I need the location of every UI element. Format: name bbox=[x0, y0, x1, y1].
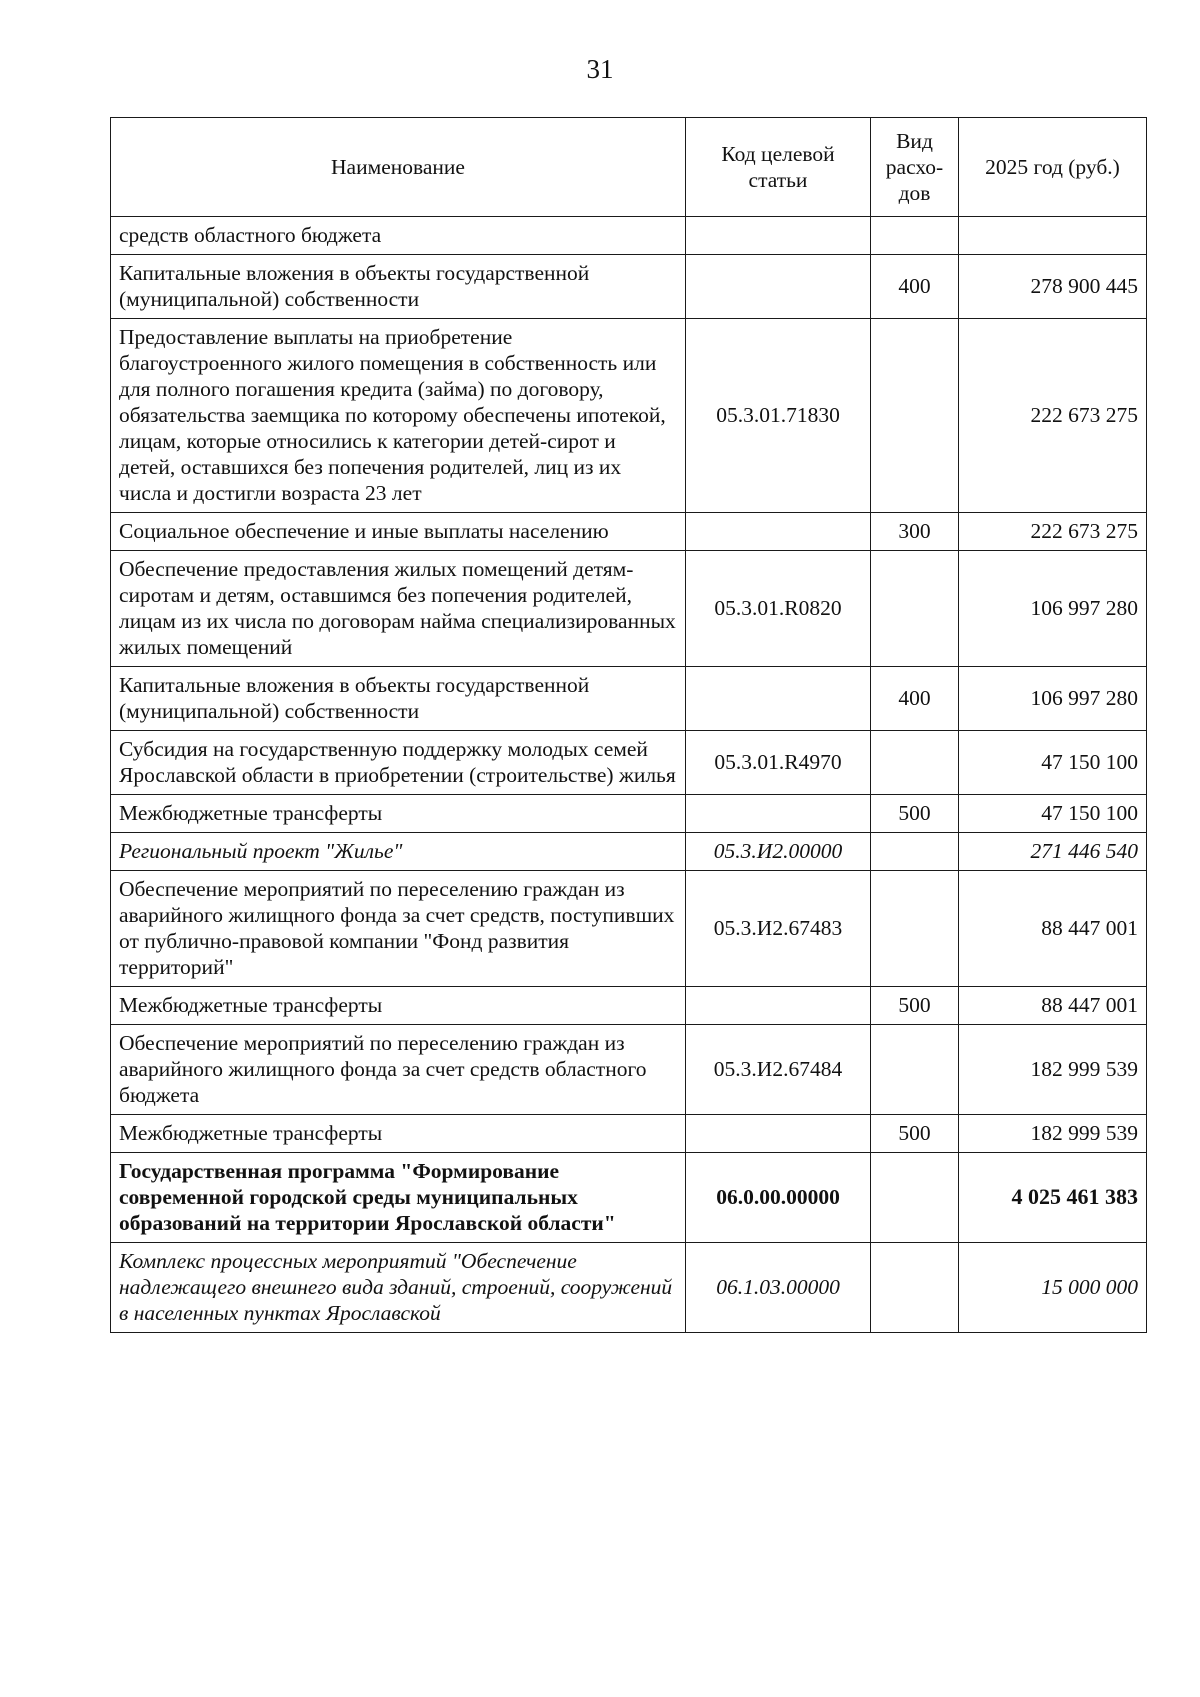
cell-type: 500 bbox=[871, 1115, 959, 1153]
cell-name: Комплекс процессных мероприятий "Обеспечение надлежащего внешнего вида зданий, строений, сооружений в населенных пунктах Ярославской bbox=[111, 1243, 686, 1333]
cell-name: Обеспечение мероприятий по переселению граждан из аварийного жилищного фонда за счет средств, поступивших от публично-правовой компании "Фонд развития территорий" bbox=[111, 871, 686, 987]
header-type: Вид расхо-дов bbox=[871, 118, 959, 217]
cell-type: 500 bbox=[871, 987, 959, 1025]
cell-name: Обеспечение мероприятий по переселению граждан из аварийного жилищного фонда за счет средств областного бюджета bbox=[111, 1025, 686, 1115]
table-row bbox=[111, 871, 1147, 987]
cell-name: Обеспечение предоставления жилых помещений детям-сиротам и детям, оставшимся без попечения родителей, лицам из их числа по договорам найма специализированных жилых помещений bbox=[111, 551, 686, 667]
table-row bbox=[111, 795, 1147, 833]
cell-name: Государственная программа "Формирование современной городской среды муниципальных образований на территории Ярославской области" bbox=[111, 1153, 686, 1243]
cell-code: 05.3.И2.67484 bbox=[686, 1025, 871, 1115]
cell-type: 400 bbox=[871, 255, 959, 319]
cell-type bbox=[871, 1243, 959, 1333]
cell-name: Межбюджетные трансферты bbox=[111, 795, 686, 833]
cell-code: 05.3.И2.00000 bbox=[686, 833, 871, 871]
cell-code bbox=[686, 217, 871, 255]
cell-type bbox=[871, 551, 959, 667]
cell-sum: 271 446 540 bbox=[959, 833, 1147, 871]
cell-type bbox=[871, 731, 959, 795]
cell-code bbox=[686, 667, 871, 731]
cell-code bbox=[686, 255, 871, 319]
cell-sum: 47 150 100 bbox=[959, 795, 1147, 833]
table-header-row bbox=[111, 118, 1147, 217]
cell-type bbox=[871, 217, 959, 255]
cell-code bbox=[686, 513, 871, 551]
cell-type bbox=[871, 833, 959, 871]
cell-type bbox=[871, 1025, 959, 1115]
cell-sum bbox=[959, 217, 1147, 255]
cell-type bbox=[871, 319, 959, 513]
header-code: Код целевой статьи bbox=[686, 118, 871, 217]
table-row bbox=[111, 319, 1147, 513]
table-row bbox=[111, 255, 1147, 319]
cell-type bbox=[871, 871, 959, 987]
cell-sum: 222 673 275 bbox=[959, 513, 1147, 551]
cell-code bbox=[686, 795, 871, 833]
cell-code: 05.3.01.R0820 bbox=[686, 551, 871, 667]
cell-type: 400 bbox=[871, 667, 959, 731]
cell-sum: 47 150 100 bbox=[959, 731, 1147, 795]
cell-sum: 4 025 461 383 bbox=[959, 1153, 1147, 1243]
cell-type bbox=[871, 1153, 959, 1243]
cell-sum: 88 447 001 bbox=[959, 987, 1147, 1025]
cell-name: Капитальные вложения в объекты государственной (муниципальной) собственности bbox=[111, 255, 686, 319]
cell-name: средств областного бюджета bbox=[111, 217, 686, 255]
cell-code bbox=[686, 1115, 871, 1153]
cell-name: Межбюджетные трансферты bbox=[111, 1115, 686, 1153]
budget-table bbox=[110, 117, 1147, 1333]
cell-sum: 88 447 001 bbox=[959, 871, 1147, 987]
table-row bbox=[111, 833, 1147, 871]
cell-name: Предоставление выплаты на приобретение благоустроенного жилого помещения в собственность или для полного погашения кредита (займа) по договору, обязательства заемщика по которому обеспечены ипотекой, лицам, которые относились к категории детей-сирот и детей, оставшихся без попечения родителей, лиц из их числа и достигли возраста 23 лет bbox=[111, 319, 686, 513]
cell-code: 05.3.И2.67483 bbox=[686, 871, 871, 987]
cell-type: 500 bbox=[871, 795, 959, 833]
cell-sum: 182 999 539 bbox=[959, 1115, 1147, 1153]
table-row bbox=[111, 1243, 1147, 1333]
cell-name: Субсидия на государственную поддержку молодых семей Ярославской области в приобретении (строительстве) жилья bbox=[111, 731, 686, 795]
page-number: 31 bbox=[586, 54, 614, 84]
cell-sum: 106 997 280 bbox=[959, 551, 1147, 667]
cell-code: 05.3.01.71830 bbox=[686, 319, 871, 513]
cell-sum: 182 999 539 bbox=[959, 1025, 1147, 1115]
table-row bbox=[111, 1115, 1147, 1153]
table-row bbox=[111, 217, 1147, 255]
cell-name: Региональный проект "Жилье" bbox=[111, 833, 686, 871]
cell-sum: 106 997 280 bbox=[959, 667, 1147, 731]
cell-code bbox=[686, 987, 871, 1025]
table-row bbox=[111, 551, 1147, 667]
header-name: Наименование bbox=[111, 118, 686, 217]
cell-sum: 222 673 275 bbox=[959, 319, 1147, 513]
header-sum: 2025 год (руб.) bbox=[959, 118, 1147, 217]
table-row bbox=[111, 513, 1147, 551]
table-row bbox=[111, 1153, 1147, 1243]
cell-code: 05.3.01.R4970 bbox=[686, 731, 871, 795]
table-row bbox=[111, 987, 1147, 1025]
table-row bbox=[111, 1025, 1147, 1115]
table-row bbox=[111, 731, 1147, 795]
cell-type: 300 bbox=[871, 513, 959, 551]
table-row bbox=[111, 667, 1147, 731]
cell-name: Капитальные вложения в объекты государственной (муниципальной) собственности bbox=[111, 667, 686, 731]
cell-code: 06.1.03.00000 bbox=[686, 1243, 871, 1333]
cell-code: 06.0.00.00000 bbox=[686, 1153, 871, 1243]
cell-sum: 278 900 445 bbox=[959, 255, 1147, 319]
cell-name: Межбюджетные трансферты bbox=[111, 987, 686, 1025]
cell-name: Социальное обеспечение и иные выплаты населению bbox=[111, 513, 686, 551]
cell-sum: 15 000 000 bbox=[959, 1243, 1147, 1333]
